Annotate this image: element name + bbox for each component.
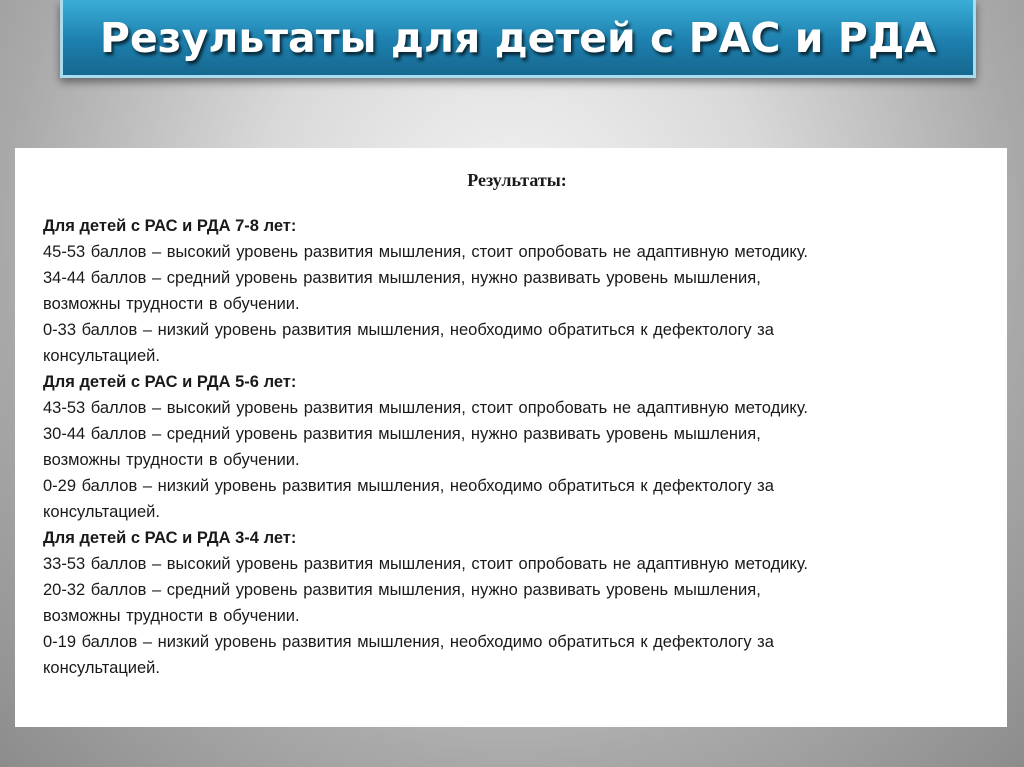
section-3-4 [43, 525, 987, 681]
result-line: возможны трудности в обучении. [43, 607, 300, 625]
result-line: возможны трудности в обучении. [43, 295, 300, 313]
section-7-8 [43, 213, 987, 369]
result-line: возможны трудности в обучении. [43, 451, 300, 469]
result-line: 43-53 баллов – высокий уровень развития мышления, стоит опробовать не адаптивную методику. [43, 399, 809, 417]
section-heading: Для детей с РАС и РДА 3-4 лет: [43, 529, 297, 547]
result-line: 45-53 баллов – высокий уровень развития мышления, стоит опробовать не адаптивную методику. [43, 243, 809, 261]
result-line: 0-33 баллов – низкий уровень развития мышления, необходимо обратиться к дефектологу за [43, 321, 774, 339]
result-line: консультацией. [43, 347, 160, 365]
title-banner [60, 0, 976, 78]
section-5-6 [43, 369, 987, 525]
result-line: консультацией. [43, 659, 160, 677]
result-line: 0-29 баллов – низкий уровень развития мышления, необходимо обратиться к дефектологу за [43, 477, 774, 495]
result-line: 0-19 баллов – низкий уровень развития мышления, необходимо обратиться к дефектологу за [43, 633, 774, 651]
slide-title: Результаты для детей с РАС и РДА [99, 13, 937, 62]
result-line: 20-32 баллов – средний уровень развития мышления, нужно развивать уровень мышления, [43, 581, 761, 599]
result-line: консультацией. [43, 503, 160, 521]
document-image [15, 148, 1007, 727]
result-line: 30-44 баллов – средний уровень развития мышления, нужно развивать уровень мышления, [43, 425, 761, 443]
result-line: 34-44 баллов – средний уровень развития мышления, нужно развивать уровень мышления, [43, 269, 761, 287]
result-line: 33-53 баллов – высокий уровень развития мышления, стоит опробовать не адаптивную методику. [43, 555, 809, 573]
section-heading: Для детей с РАС и РДА 7-8 лет: [43, 217, 297, 235]
section-heading: Для детей с РАС и РДА 5-6 лет: [43, 373, 297, 391]
document-heading: Результаты: [467, 170, 567, 190]
